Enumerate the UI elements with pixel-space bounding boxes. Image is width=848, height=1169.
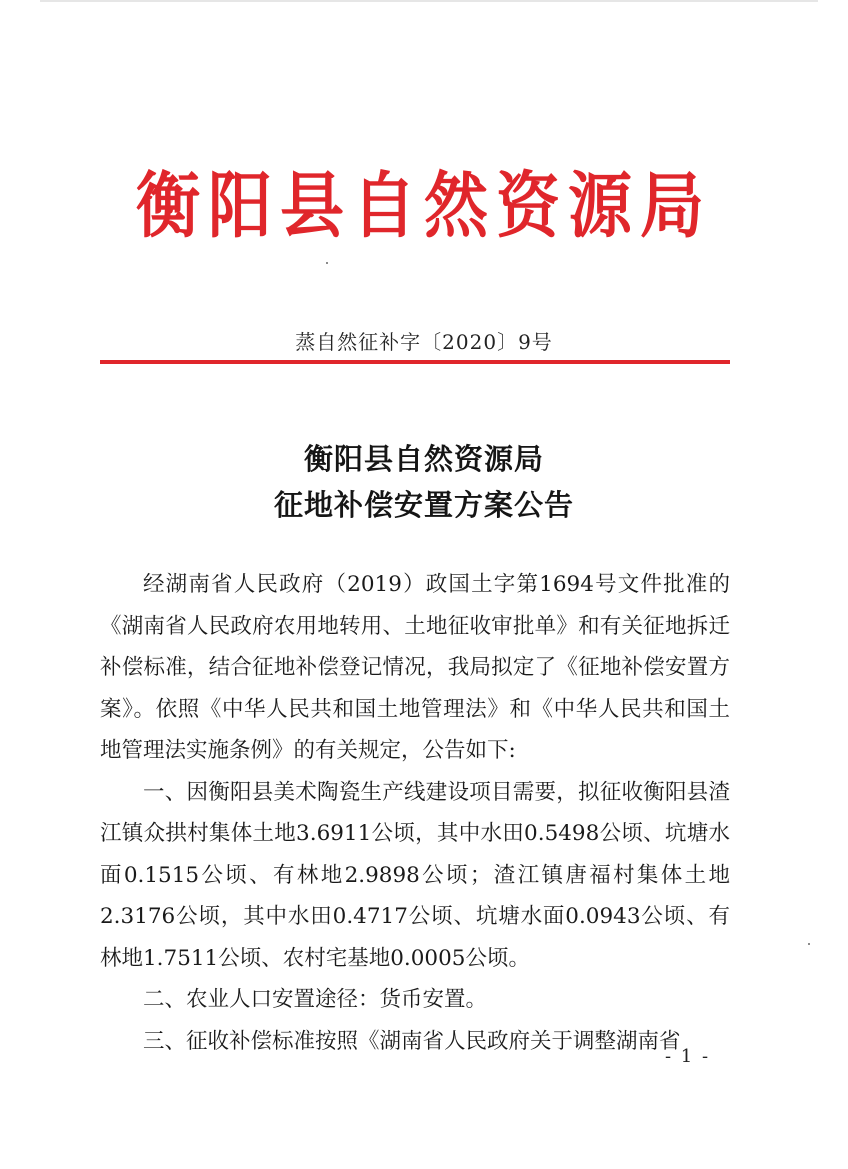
body-paragraph-1: 一、因衡阳县美术陶瓷生产线建设项目需要，拟征收衡阳县渣江镇众拱村集体土地3.6911公顷，其中水田0.5498公顷、坑塘水面0.1515公顷、有林地2.9898公顷；渣江镇唐福村集体土地2.3176公顷，其中水田0.4717公顷、坑塘水面0.0943公顷、有林地1.7511公顷、农村宅基地0.0005公顷。 <box>100 779 730 971</box>
document-number: 蒸自然征补字〔2020〕9号 <box>295 330 553 354</box>
scan-speck <box>808 943 810 945</box>
page-number: - 1 - <box>665 1046 711 1067</box>
notice-title-line-2: 征地补偿安置方案公告 <box>273 488 574 522</box>
scan-top-edge <box>40 0 818 2</box>
notice-body <box>100 564 730 1062</box>
red-divider-line <box>100 360 730 364</box>
notice-title-line-1: 衡阳县自然资源局 <box>303 442 544 476</box>
body-paragraph-2: 二、农业人口安置途径：货币安置。 <box>143 987 488 1012</box>
scan-speck <box>326 262 328 264</box>
body-paragraph-intro: 经湖南省人民政府（2019）政国土字第1694号文件批准的《湖南省人民政府农用地转用、土地征收审批单》和有关征地拆迁补偿标准，结合征地补偿登记情况，我局拟定了《征地补偿安置方案》。依照《中华人民共和国土地管理法》和《中华人民共和国土地管理法实施条例》的有关规定，公告如下: <box>100 572 730 763</box>
agency-masthead: 衡阳县自然资源局 <box>136 164 712 249</box>
body-paragraph-3: 三、征收补偿标准按照《湖南省人民政府关于调整湖南省 <box>143 1028 681 1054</box>
